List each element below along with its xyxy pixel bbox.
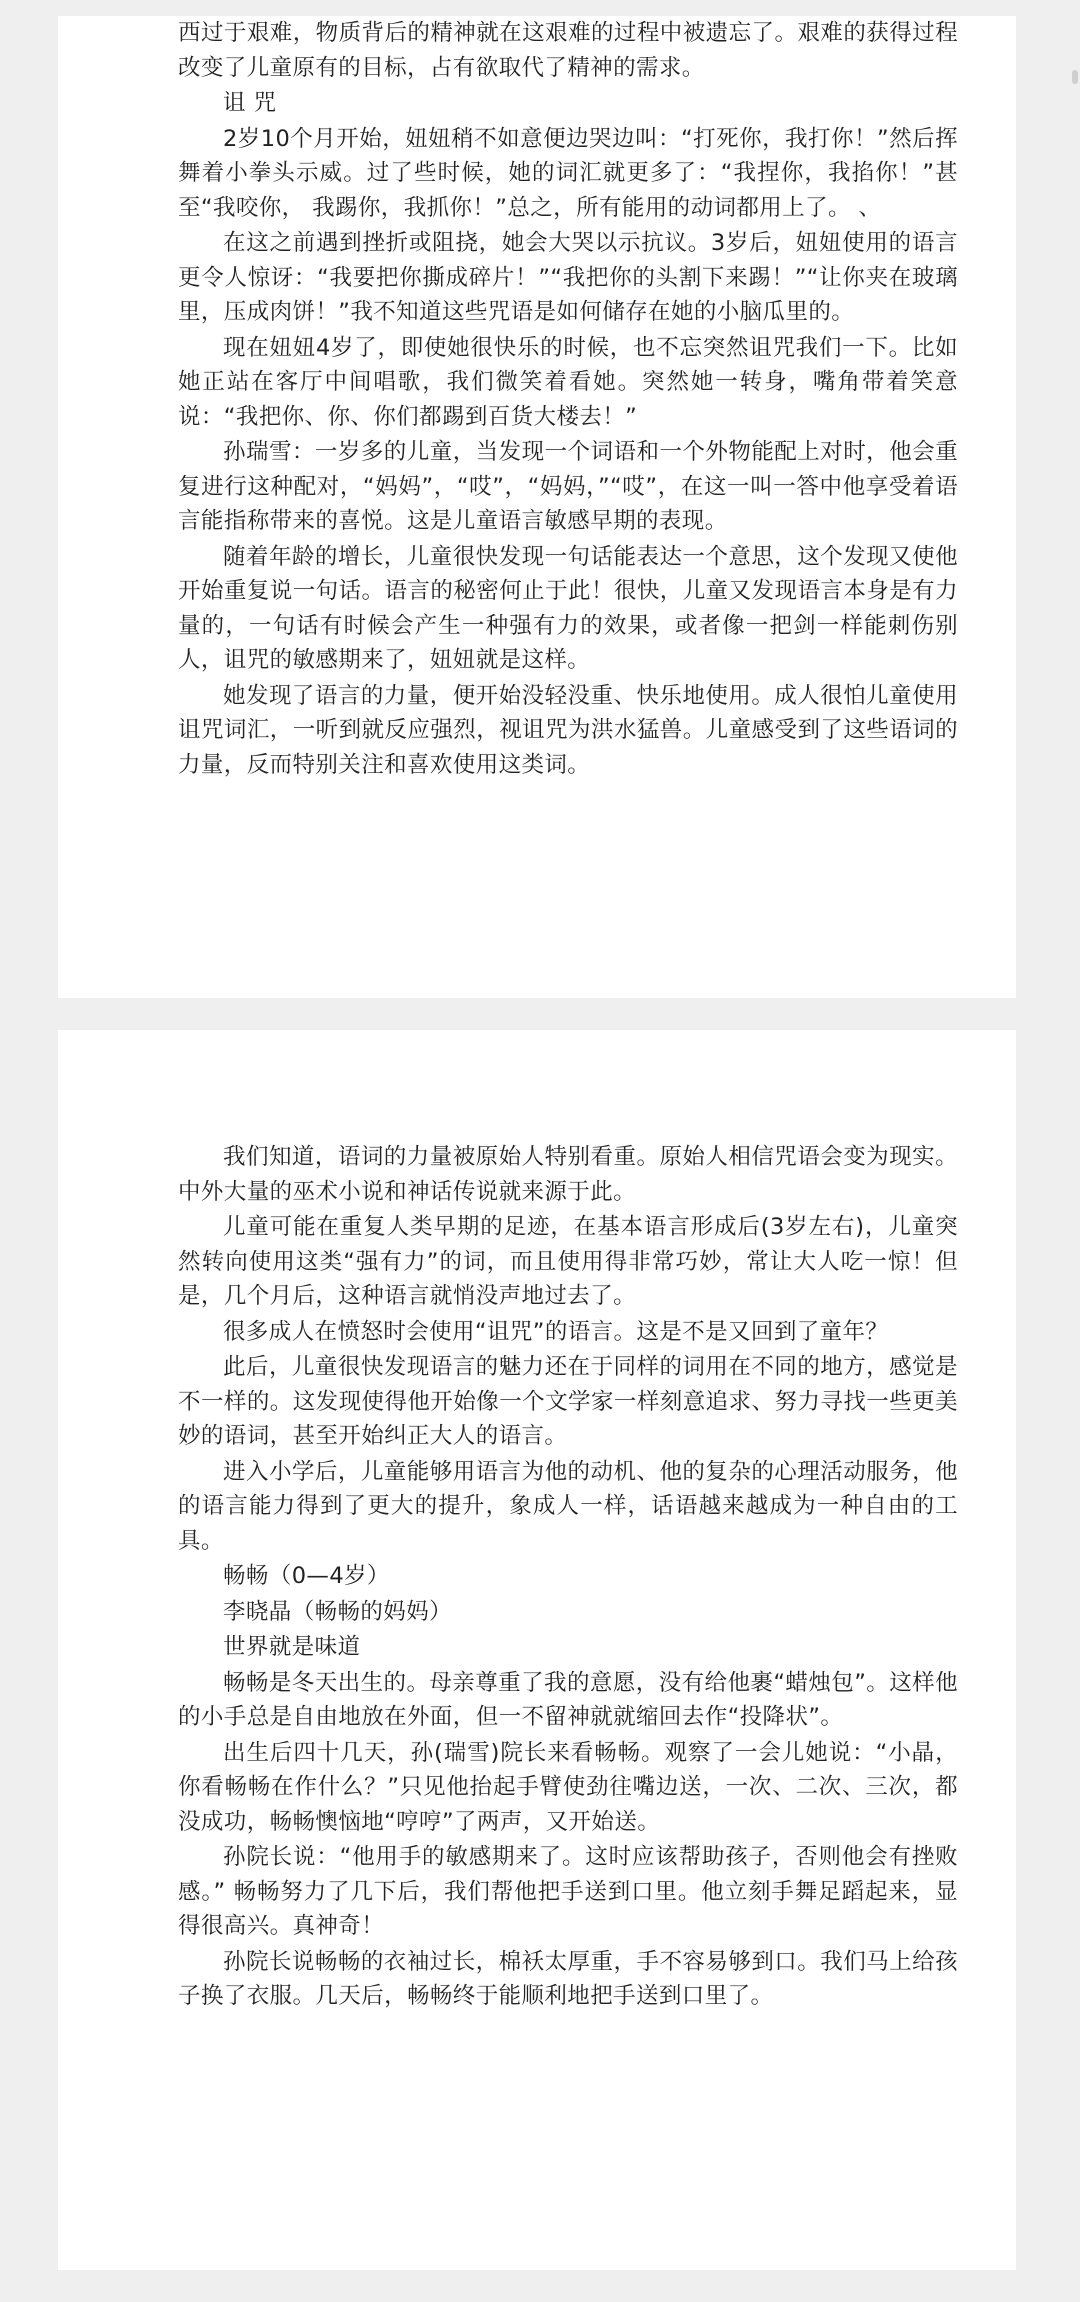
paragraph: 西过于艰难，物质背后的精神就在这艰难的过程中被遗忘了。艰难的获得过程改变了儿童原有的目标，占有欲取代了精神的需求。 [178,20,958,81]
paragraph: 随着年龄的增长，儿童很快发现一句话能表达一个意思，这个发现又使他开始重复说一句话。语言的秘密何止于此！很快，儿童又发现语言本身是有力量的，一句话有时候会产生一种强有力的效果，或者像一把剑一样能刺伤别人，诅咒的敏感期来了，妞妞就是这样。 [178,543,958,673]
scrollbar-thumb[interactable] [1072,70,1078,84]
document-page-2 [58,1030,1016,2270]
document-page-1 [58,16,1016,998]
paragraph: 此后，儿童很快发现语言的魅力还在于同样的词用在不同的地方，感觉是不一样的。这发现使得他开始像一个文学家一样刻意追求、努力寻找一些更美妙的语词，甚至开始纠正大人的语言。 [178,1354,958,1449]
paragraph: 进入小学后，儿童能够用语言为他的动机、他的复杂的心理活动服务，他的语言能力得到了更大的提升，象成人一样，话语越来越成为一种自由的工具。 [178,1458,958,1554]
paragraph: 孙院长说畅畅的衣袖过长，棉袄太厚重，手不容易够到口。我们马上给孩子换了衣服。几天后，畅畅终于能顺利地把手送到口里了。 [178,1948,958,2009]
paragraph: 她发现了语言的力量，便开始没轻没重、快乐地使用。成人很怕儿童使用诅咒词汇，一听到就反应强烈，视诅咒为洪水猛兽。儿童感受到了这些语词的力量，反而特别关注和喜欢使用这类词。 [178,682,958,778]
section-heading: 诅 咒 [223,90,277,116]
paragraph: 现在妞妞4岁了，即使她很快乐的时候，也不忘突然诅咒我们一下。比如她正站在客厅中间唱歌，我们微笑着看她。突然她一转身，嘴角带着笑意说：“我把你、你、你们都踢到百货大楼去！” [178,334,958,430]
paragraph: 很多成人在愤怒时会使用“诅咒”的语言。这是不是又回到了童年？ [223,1318,889,1345]
page-1-text [178,16,958,783]
author-line: 李晓晶（畅畅的妈妈） [223,1598,453,1625]
paragraph: 出生后四十几天，孙(瑞雪)院长来看畅畅。观察了一会儿她说：“小晶，你看畅畅在作什么？”只见他抬起手臂使劲往嘴边送，一次、二次、三次，都没成功，畅畅懊恼地“哼哼”了两声，又开始送。 [178,1739,958,1835]
paragraph: 畅畅是冬天出生的。母亲尊重了我的意愿，没有给他裹“蜡烛包”。这样他的小手总是自由地放在外面，但一不留神就就缩回去作“投降状”。 [178,1669,958,1730]
page-2-text [178,1140,958,2015]
paragraph: 在这之前遇到挫折或阻挠，她会大哭以示抗议。3岁后，妞妞使用的语言更令人惊讶：“我要把你撕成碎片！”“我把你的头割下来踢！”“让你夹在玻璃里，压成肉饼！”我不知道这些咒语是如何储存在她的小脑瓜里的。 [178,230,958,325]
paragraph: 我们知道，语词的力量被原始人特别看重。原始人相信咒语会变为现实。中外大量的巫术小说和神话传说就来源于此。 [178,1144,958,1205]
paragraph: 孙院长说：“他用手的敏感期来了。这时应该帮助孩子，否则他会有挫败感。” 畅畅努力了几下后，我们帮他把手送到口里。他立刻手舞足蹈起来，显得很高兴。真神奇！ [178,1844,958,1939]
section-subheading: 世界就是味道 [223,1634,361,1660]
paragraph: 2岁10个月开始，妞妞稍不如意便边哭边叫：“打死你，我打你！”然后挥舞着小拳头示威。过了些时候，她的词汇就更多了：“我捏你，我掐你！”甚至“我咬你， 我踢你，我抓你！”总之，所有能用的动词都用上了。 、 [178,125,958,221]
section-heading: 畅畅（0—4岁） [223,1563,390,1589]
paragraph: 孙瑞雪：一岁多的儿童，当发现一个词语和一个外物能配上对时，他会重复进行这种配对，“妈妈”，“哎”，“妈妈，”“哎”，在这一叫一答中他享受着语言能指称带来的喜悦。这是儿童语言敏感早期的表现。 [178,439,958,534]
paragraph: 儿童可能在重复人类早期的足迹，在基本语言形成后(3岁左右)，儿童突然转向使用这类“强有力”的词，而且使用得非常巧妙，常让大人吃一惊！但是，几个月后，这种语言就悄没声地过去了。 [178,1214,958,1309]
